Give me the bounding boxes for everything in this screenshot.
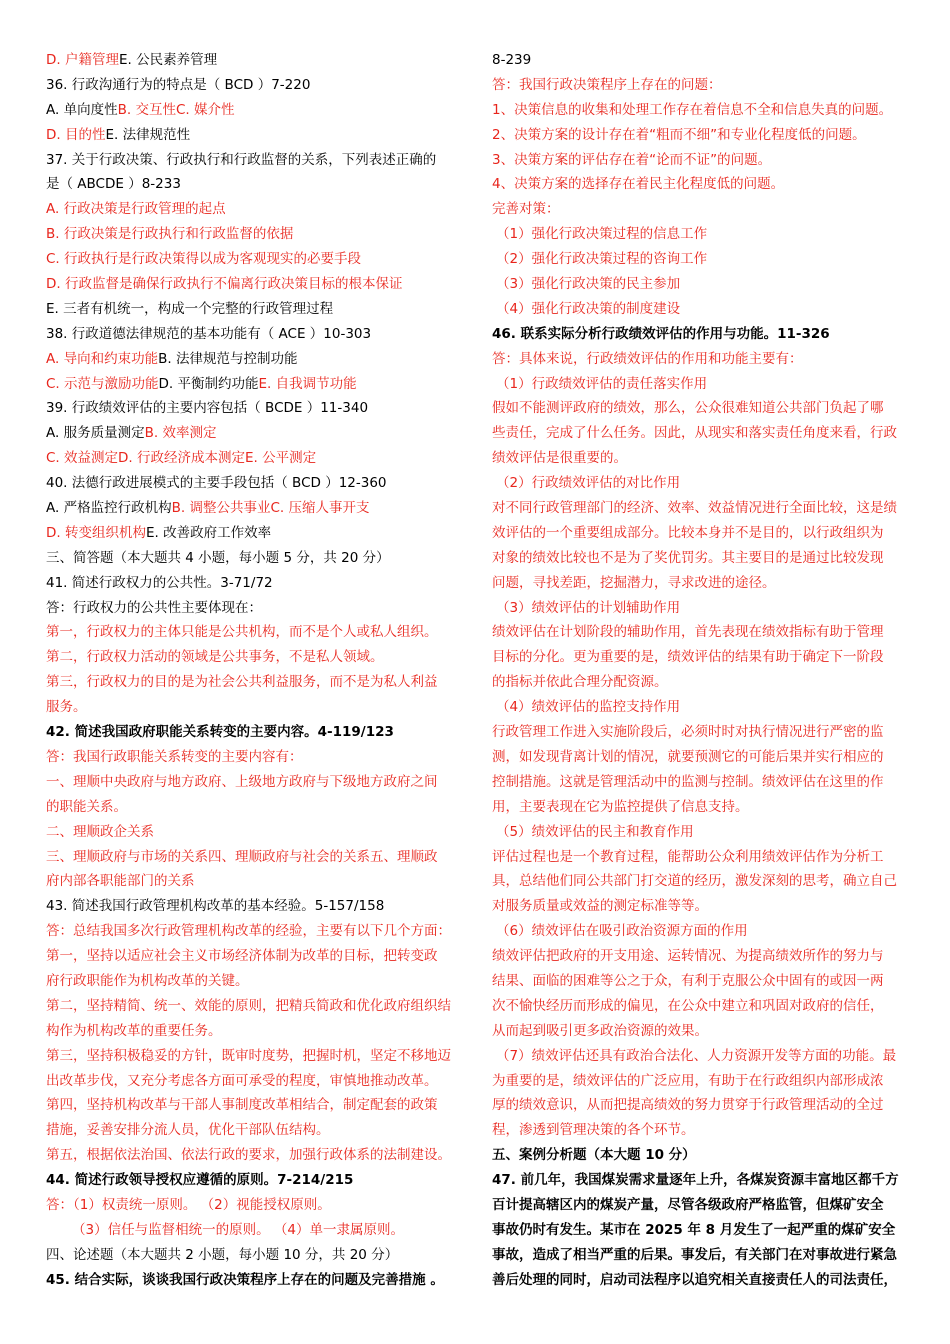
text-line — [492, 172, 912, 197]
answer-text: C. 压缩人事开支 — [270, 500, 370, 517]
question-text: 44. 简述行政领导授权应遵循的原则。7-214/215 — [46, 1172, 354, 1189]
question-text: 四、论述题（本大题共 2 小题，每小题 10 分，共 20 分） — [46, 1246, 399, 1263]
question-text: A. 严格监控行政机构 — [46, 500, 172, 517]
question-text: E. 三者有机统一，构成一个完整的行政管理过程 — [46, 300, 334, 317]
question-text: 47. 前几年，我国煤炭需求量逐年上升，各煤炭资源丰富地区都千方 — [492, 1172, 899, 1189]
text-line — [46, 1093, 466, 1118]
answer-text: 控制措施。这就是管理活动中的监测与控制。绩效评估在这里的作 — [492, 773, 884, 790]
answer-text: B. 交互性 — [117, 101, 176, 118]
answer-text: D. 行政监督是确保行政执行不偏离行政决策目标的根本保证 — [46, 276, 403, 293]
text-line — [46, 1069, 466, 1094]
answer-text: B. 调整公共事业 — [171, 500, 271, 517]
answer-text: 答：总结我国多次行政管理机构改革的经验，主要有以下几个方面： — [46, 923, 451, 940]
question-text: 事故，造成了相当严重的后果。事发后，有关部门在对事故进行紧急 — [492, 1246, 897, 1263]
text-line — [492, 571, 912, 596]
text-line — [46, 1019, 466, 1044]
question-text: 37. 关于行政决策、行政执行和行政监督的关系，下列表述正确的 — [46, 151, 437, 168]
text-line — [46, 421, 466, 446]
text-line — [492, 347, 912, 372]
text-line — [492, 197, 912, 222]
text-line — [46, 1118, 466, 1143]
answer-text: 为重要的是，绩效评估的广泛应用，有助于在行政组织内部形成浓 — [492, 1072, 884, 1089]
text-line — [46, 770, 466, 795]
question-text: 善后处理的同时，启动司法程序以追究相关直接责任人的司法责任， — [492, 1271, 897, 1288]
answer-text: C. 行政执行是行政决策得以成为客观现实的必要手段 — [46, 251, 362, 268]
answer-text: 答：我国行政决策程序上存在的问题： — [492, 76, 722, 93]
text-line — [492, 446, 912, 471]
question-text: D. 平衡制约功能 — [158, 375, 259, 392]
text-line — [492, 521, 912, 546]
text-line — [492, 944, 912, 969]
answer-text: 第一，行政权力的主体只能是公共机构，而不是个人或私人组织。 — [46, 624, 438, 641]
answer-text: （4）强化行政决策的制度建设 — [496, 300, 681, 317]
text-line — [492, 272, 912, 297]
text-line — [46, 297, 466, 322]
answer-text: D. 户籍管理 — [46, 52, 119, 68]
answer-text: B. 行政决策是行政执行和行政监督的依据 — [46, 226, 294, 243]
answer-text: 答：（1）权责统一原则。 （2）视能授权原则。 — [46, 1196, 331, 1213]
question-text: 38. 行政道德法律规范的基本功能有（ ACE ）10-303 — [46, 325, 372, 342]
text-line — [46, 845, 466, 870]
text-line — [46, 496, 466, 521]
text-line — [492, 1143, 912, 1168]
answer-text: 府内部各职能部门的关系 — [46, 873, 195, 890]
text-line — [46, 820, 466, 845]
answer-text: 三、理顺政府与市场的关系四、理顺政府与社会的关系五、理顺政 — [46, 848, 438, 865]
answer-text: 完善对策： — [492, 201, 560, 218]
question-text: 答：行政权力的公共性主要体现在： — [46, 599, 262, 616]
text-line — [46, 546, 466, 571]
text-line — [46, 1143, 466, 1168]
answer-text: 从而起到吸引更多政治资源的效果。 — [492, 1022, 708, 1039]
answer-text: 4、决策方案的选择存在着民主化程度低的问题。 — [492, 176, 785, 193]
text-line — [492, 620, 912, 645]
answer-text: 1、决策信息的收集和处理工作存在着信息不全和信息失真的问题。 — [492, 101, 893, 118]
text-line — [46, 148, 466, 173]
text-line — [492, 421, 912, 446]
answer-text: 府行政职能作为机构改革的关键。 — [46, 972, 249, 989]
text-line — [492, 919, 912, 944]
text-line — [46, 197, 466, 222]
question-text: 46. 联系实际分析行政绩效评估的作用与功能。11-326 — [492, 325, 830, 342]
question-text: 41. 简述行政权力的公共性。3-71/72 — [46, 574, 273, 591]
answer-text: 服务。 — [46, 699, 87, 716]
text-line — [492, 148, 912, 173]
text-line — [46, 1243, 466, 1268]
text-line — [46, 795, 466, 820]
text-line — [46, 1044, 466, 1069]
text-line — [492, 98, 912, 123]
text-line — [492, 695, 912, 720]
answer-text: 的职能关系。 — [46, 798, 127, 815]
answer-text: 结果、面临的困难等公之于众，有利于克服公众中固有的或因一两 — [492, 972, 884, 989]
answer-text: 3、决策方案的评估存在着“论而不证”的问题。 — [492, 151, 772, 168]
text-line — [492, 1044, 912, 1069]
text-line — [492, 869, 912, 894]
text-line — [46, 123, 466, 148]
text-line — [492, 1019, 912, 1044]
question-text: A. 单向度性 — [46, 101, 118, 118]
text-line — [46, 620, 466, 645]
answer-text: 测，如发现背离计划的情况，就要预测它的可能后果并实行相应的 — [492, 748, 884, 765]
text-line — [492, 247, 912, 272]
answer-text: 二、理顺政企关系 — [46, 823, 154, 840]
text-line — [492, 596, 912, 621]
text-line — [492, 1069, 912, 1094]
answer-text: （2）强化行政决策过程的咨询工作 — [496, 251, 708, 268]
answer-text: 措施，妥善安排分流人员，优化干部队伍结构。 — [46, 1122, 330, 1139]
answer-text: A. 行政决策是行政管理的起点 — [46, 201, 226, 218]
text-line — [46, 994, 466, 1019]
text-line — [46, 272, 466, 297]
answer-text: 绩效评估在计划阶段的辅助作用，首先表现在绩效指标有助于管理 — [492, 624, 884, 641]
answer-text: （3）绩效评估的计划辅助作用 — [496, 599, 681, 616]
text-line — [492, 670, 912, 695]
right-column — [492, 48, 912, 1293]
answer-text: 绩效评估把政府的开支用途、运转情况、为提高绩效所作的努力与 — [492, 948, 884, 965]
answer-text: （1）行政绩效评估的责任落实作用 — [496, 375, 708, 392]
question-text: 事故仍时有发生。某市在 2025 年 8 月发生了一起严重的煤矿安全 — [492, 1221, 896, 1238]
left-column — [46, 48, 466, 1293]
text-line — [492, 1168, 912, 1193]
text-line — [492, 1193, 912, 1218]
text-line — [492, 322, 912, 347]
text-line — [492, 795, 912, 820]
question-text: 39. 行政绩效评估的主要内容包括（ BCDE ）11-340 — [46, 400, 369, 417]
answer-text: （1）强化行政决策过程的信息工作 — [496, 226, 708, 243]
answer-text: D. 目的性 — [46, 126, 106, 143]
answer-text: （6）绩效评估在吸引政治资源方面的作用 — [496, 923, 748, 940]
text-line — [46, 48, 466, 73]
text-line — [492, 969, 912, 994]
text-line — [492, 471, 912, 496]
answer-text: D. 转变组织机构 — [46, 524, 146, 541]
text-line — [46, 247, 466, 272]
text-line — [492, 372, 912, 397]
answer-text: 效评估的一个重要组成部分。比较本身并不是目的，以行政组织为 — [492, 524, 884, 541]
answer-text: 第一，坚持以适应社会主义市场经济体制为改革的目标，把转变政 — [46, 948, 438, 965]
text-line — [46, 446, 466, 471]
text-line — [46, 222, 466, 247]
text-line — [492, 222, 912, 247]
answer-text: A. 导向和约束功能 — [46, 350, 159, 367]
text-line — [46, 944, 466, 969]
answer-text: （5）绩效评估的民主和教育作用 — [496, 823, 694, 840]
answer-text: 的指标并依此合理分配资源。 — [492, 674, 668, 691]
answer-text: 第四，坚持机构改革与干部人事制度改革相结合，制定配套的政策 — [46, 1097, 438, 1114]
answer-text: （3）强化行政决策的民主参加 — [496, 276, 681, 293]
text-line — [46, 670, 466, 695]
text-line — [46, 73, 466, 98]
answer-text: E. 自我调节功能 — [258, 375, 357, 392]
text-line — [492, 820, 912, 845]
text-line — [46, 745, 466, 770]
question-text: E. 公民素养管理 — [118, 52, 218, 68]
text-line — [492, 720, 912, 745]
text-line — [46, 969, 466, 994]
question-text: 40. 法德行政进展模式的主要手段包括（ BCD ）12-360 — [46, 475, 387, 492]
text-line — [46, 919, 466, 944]
answer-text: 答：我国行政职能关系转变的主要内容有： — [46, 748, 303, 765]
text-line — [46, 720, 466, 745]
text-line — [46, 372, 466, 397]
text-line — [492, 845, 912, 870]
question-text: E. 法律规范性 — [105, 126, 191, 143]
answer-text: 行政管理工作进入实施阶段后，必须时时对执行情况进行严密的监 — [492, 724, 884, 741]
question-text: 是（ ABCDE ）8-233 — [46, 176, 181, 193]
answer-text: 第二，坚持精简、统一、效能的原则，把精兵简政和优化政府组织结 — [46, 997, 451, 1014]
answer-text: 次不愉快经历而形成的偏见，在公众中建立和巩固对政府的信任， — [492, 997, 884, 1014]
answer-text: （4）绩效评估的监控支持作用 — [496, 699, 681, 716]
answer-text: C. 媒介性 — [175, 101, 235, 118]
question-text: 36. 行政沟通行为的特点是（ BCD ）7-220 — [46, 76, 311, 93]
text-line — [492, 1118, 912, 1143]
answer-text: C. 示范与激励功能 — [46, 375, 159, 392]
text-line — [492, 770, 912, 795]
answer-text: 第五，根据依法治国、依法行政的要求，加强行政体系的法制建设。 — [46, 1147, 451, 1164]
text-line — [46, 172, 466, 197]
answer-text: 一、理顺中央政府与地方政府、上级地方政府与下级地方政府之间 — [46, 773, 438, 790]
text-line — [492, 546, 912, 571]
text-line — [492, 48, 912, 73]
text-line — [46, 596, 466, 621]
answer-text: 第二，行政权力活动的领域是公共事务，不是私人领域。 — [46, 649, 384, 666]
answer-text: 2、决策方案的设计存在着“粗而不细”和专业化程度低的问题。 — [492, 126, 866, 143]
answer-text: 构作为机构改革的重要任务。 — [46, 1022, 222, 1039]
text-line — [492, 1268, 912, 1293]
answer-text: B. 效率测定 — [144, 425, 217, 442]
text-line — [46, 571, 466, 596]
text-line — [492, 1218, 912, 1243]
text-line — [492, 994, 912, 1019]
answer-text: E. 公平测定 — [245, 450, 317, 467]
answer-text: 对服务质量或效益的测定标准等等。 — [492, 898, 708, 915]
text-line — [46, 1268, 466, 1293]
text-line — [492, 1093, 912, 1118]
text-line — [46, 98, 466, 123]
question-text: 百计提高辖区内的煤炭产量，尽管各级政府严格监管，但煤矿安全 — [492, 1196, 884, 1213]
question-text: E. 改善政府工作效率 — [145, 524, 272, 541]
answer-text: 对不同行政管理部门的经济、效率、效益情况进行全面比较，这是绩 — [492, 500, 897, 517]
answer-text: D. 行政经济成本测定 — [118, 450, 245, 467]
text-line — [492, 297, 912, 322]
question-text: B. 法律规范与控制功能 — [158, 350, 298, 367]
text-line — [46, 322, 466, 347]
answer-text: 对象的绩效比较也不是为了奖优罚劣。其主要目的是通过比较发现 — [492, 549, 884, 566]
text-line — [46, 396, 466, 421]
text-line — [492, 123, 912, 148]
answer-text: （7）绩效评估还具有政治合法化、人力资源开发等方面的功能。最 — [496, 1047, 897, 1064]
answer-text: （3）信任与监督相统一的原则。 （4）单一隶属原则。 — [72, 1221, 404, 1238]
answer-text: C. 效益测定 — [46, 450, 119, 467]
answer-text: 假如不能测评政府的绩效，那么，公众很难知道公共部门负起了哪 — [492, 400, 884, 417]
answer-text: 第三，行政权力的目的是为社会公共利益服务，而不是为私人利益 — [46, 674, 438, 691]
question-text: 五、案例分析题（本大题 10 分） — [492, 1147, 696, 1164]
answer-text: 评估过程也是一个教育过程，能帮助公众利用绩效评估作为分析工 — [492, 848, 884, 865]
text-line — [492, 396, 912, 421]
question-text: 42. 简述我国政府职能关系转变的主要内容。4-119/123 — [46, 724, 394, 741]
answer-text: 问题，寻找差距，挖掘潜力，寻求改进的途径。 — [492, 574, 776, 591]
text-line — [492, 745, 912, 770]
text-line — [46, 347, 466, 372]
answer-text: 些责任，完成了什么任务。因此，从现实和落实责任角度来看，行政 — [492, 425, 897, 442]
answer-text: 目标的分化。更为重要的是，绩效评估的结果有助于确定下一阶段 — [492, 649, 884, 666]
text-line — [46, 471, 466, 496]
text-line — [492, 496, 912, 521]
text-line — [46, 869, 466, 894]
text-line — [46, 1218, 466, 1243]
text-line — [46, 521, 466, 546]
answer-text: 程，渗透到管理决策的各个环节。 — [492, 1122, 695, 1139]
text-line — [46, 1168, 466, 1193]
question-text: 8-239 — [492, 52, 532, 68]
text-line — [46, 894, 466, 919]
answer-text: 出改革步伐，又充分考虑各方面可承受的程度，审慎地推动改革。 — [46, 1072, 438, 1089]
question-text: 43. 简述我国行政管理机构改革的基本经验。5-157/158 — [46, 898, 385, 915]
text-line — [492, 73, 912, 98]
answer-text: 答：具体来说，行政绩效评估的作用和功能主要有： — [492, 350, 803, 367]
answer-text: 用，主要表现在它为监控提供了信息支持。 — [492, 798, 749, 815]
text-line — [46, 1193, 466, 1218]
answer-text: 第三，坚持积极稳妥的方针，既审时度势，把握时机，坚定不移地迈 — [46, 1047, 451, 1064]
text-line — [492, 1243, 912, 1268]
text-line — [492, 894, 912, 919]
answer-text: 厚的绩效意识，从而把提高绩效的努力贯穿于行政管理活动的全过 — [492, 1097, 884, 1114]
text-line — [492, 645, 912, 670]
question-text: 45. 结合实际，谈谈我国行政决策程序上存在的问题及完善措施 。 — [46, 1271, 444, 1288]
question-text: 三、简答题（本大题共 4 小题，每小题 5 分，共 20 分） — [46, 549, 390, 566]
question-text: A. 服务质量测定 — [46, 425, 145, 442]
answer-text: 具，总结他们同公共部门打交道的经历，激发深刻的思考，确立自己 — [492, 873, 897, 890]
text-line — [46, 695, 466, 720]
answer-text: 绩效评估是很重要的。 — [492, 450, 627, 467]
text-line — [46, 645, 466, 670]
answer-text: （2）行政绩效评估的对比作用 — [496, 475, 681, 492]
